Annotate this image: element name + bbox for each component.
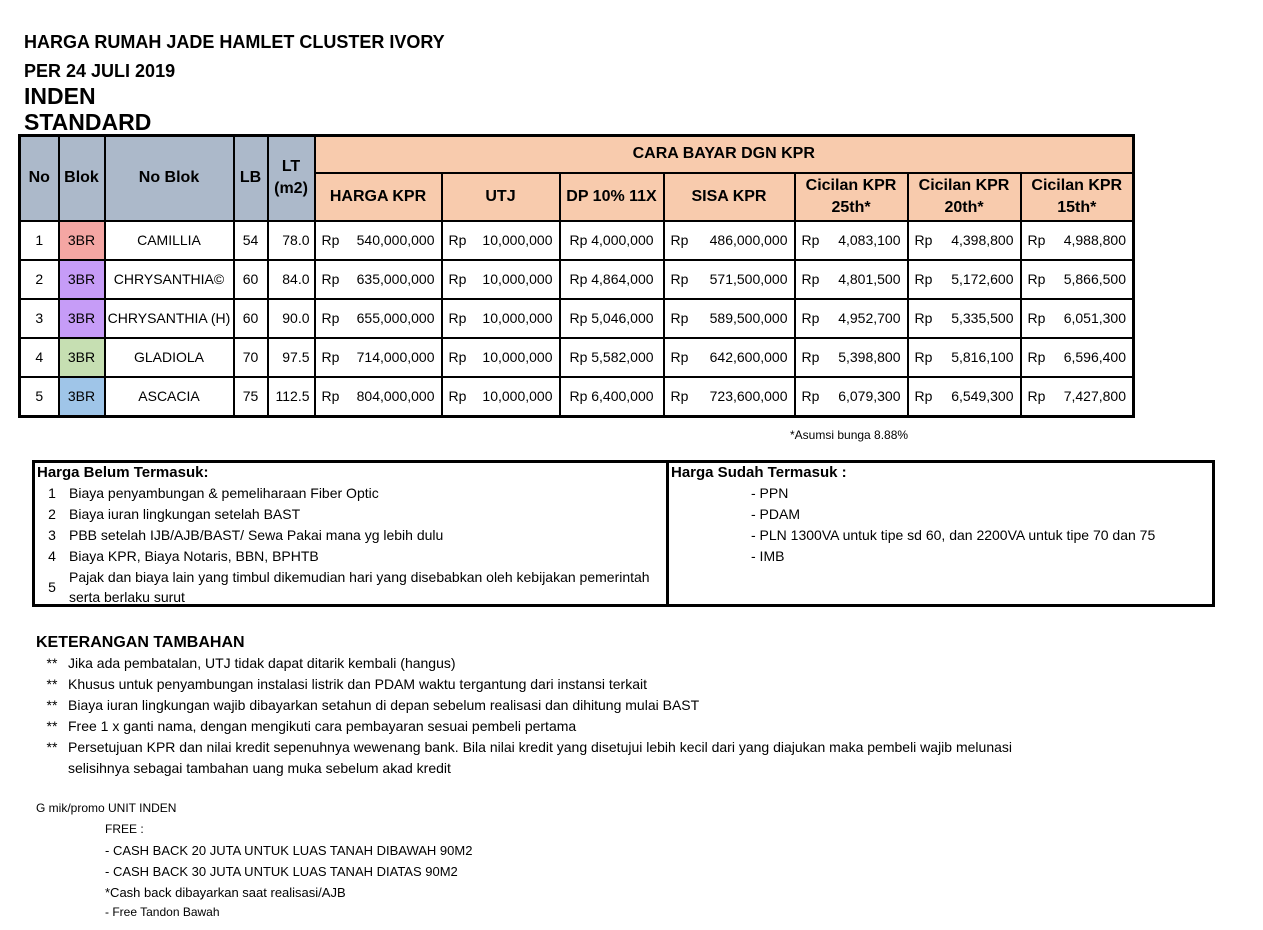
list-item: ** Persetujuan KPR dan nilai kredit sepenuhnya wewenang bank. Bila nilai kredit yang disetujui lebih kecil dari yang diajukan maka pembeli wajib melunasi selisihnya sebagai tambahan uang muka sebelum akad kredit bbox=[46, 739, 1012, 776]
promo-heading: G mik/promo UNIT INDEN bbox=[36, 801, 177, 815]
cell-harga: Rp 540,000,000 bbox=[315, 221, 442, 260]
cell-lt: 90.0 bbox=[268, 299, 315, 338]
promo-line: - CASH BACK 20 JUTA UNTUK LUAS TANAH DIBAWAH 90M2 bbox=[105, 843, 473, 858]
cell-lb: 70 bbox=[234, 338, 268, 377]
list-item: ** Biaya iuran lingkungan wajib dibayarkan setahun di depan sebelum realisasi dan dihitung mulai BAST bbox=[46, 697, 700, 713]
cell-c20: Rp 6,549,300 bbox=[908, 377, 1021, 417]
page-title: HARGA RUMAH JADE HAMLET CLUSTER IVORY bbox=[24, 32, 445, 52]
cell-utj: Rp 10,000,000 bbox=[442, 338, 560, 377]
promo-line: - Free Tandon Bawah bbox=[105, 905, 220, 919]
price-table bbox=[18, 134, 1135, 418]
cell-utj: Rp 10,000,000 bbox=[442, 377, 560, 417]
list-item: - IMB bbox=[751, 548, 785, 564]
included-title: Harga Sudah Termasuk : bbox=[671, 464, 847, 481]
cell-c15: Rp 5,866,500 bbox=[1021, 260, 1134, 299]
cell-c20: Rp 5,816,100 bbox=[908, 338, 1021, 377]
cell-c25: Rp 5,398,800 bbox=[795, 338, 908, 377]
cell-noblok: ASCACIA bbox=[105, 377, 234, 417]
list-item: ** Free 1 x ganti nama, dengan mengikuti cara pembayaran sesuai pembeli pertama bbox=[46, 718, 577, 734]
cell-c15: Rp 6,051,300 bbox=[1021, 299, 1134, 338]
cell-c15: Rp 4,988,800 bbox=[1021, 221, 1134, 260]
cell-c20: Rp 4,398,800 bbox=[908, 221, 1021, 260]
cell-sisa: Rp 723,600,000 bbox=[664, 377, 795, 417]
cell-harga: Rp 655,000,000 bbox=[315, 299, 442, 338]
col-blok-header: Blok bbox=[59, 136, 105, 221]
excluded-box bbox=[32, 460, 669, 607]
list-item: ** Khusus untuk penyambungan instalasi listrik dan PDAM waktu tergantung dari instansi terkait bbox=[46, 676, 647, 692]
table-row bbox=[20, 221, 1134, 260]
cell-c20: Rp 5,172,600 bbox=[908, 260, 1021, 299]
col-no-header: No bbox=[20, 136, 59, 221]
cell-lt: 97.5 bbox=[268, 338, 315, 377]
cell-utj: Rp 10,000,000 bbox=[442, 221, 560, 260]
cell-dp: Rp 5,582,000 bbox=[560, 338, 664, 377]
cell-utj: Rp 10,000,000 bbox=[442, 299, 560, 338]
cell-noblok: CAMILLIA bbox=[105, 221, 234, 260]
cell-utj: Rp 10,000,000 bbox=[442, 260, 560, 299]
table-row bbox=[20, 377, 1134, 417]
table-row bbox=[20, 260, 1134, 299]
cell-blok: 3BR bbox=[59, 377, 105, 417]
cell-noblok: CHRYSANTHIA (H) bbox=[105, 299, 234, 338]
list-item: - PPN bbox=[751, 485, 789, 501]
list-item: 3 PBB setelah IJB/AJB/BAST/ Sewa Pakai mana yg lebih dulu bbox=[48, 527, 444, 543]
cell-lt: 112.5 bbox=[268, 377, 315, 417]
cell-noblok: GLADIOLA bbox=[105, 338, 234, 377]
notes-title: KETERANGAN TAMBAHAN bbox=[36, 634, 245, 651]
cell-no: 5 bbox=[20, 377, 59, 417]
col-c15-header: Cicilan KPR 15th* bbox=[1021, 173, 1134, 221]
cell-c15: Rp 7,427,800 bbox=[1021, 377, 1134, 417]
list-item: 1 Biaya penyambungan & pemeliharaan Fiber Optic bbox=[48, 485, 379, 501]
list-item: - PLN 1300VA untuk tipe sd 60, dan 2200VA untuk tipe 70 dan 75 bbox=[751, 527, 1156, 543]
promo-line: - CASH BACK 30 JUTA UNTUK LUAS TANAH DIATAS 90M2 bbox=[105, 864, 458, 879]
status-label: INDEN bbox=[24, 83, 96, 109]
list-item: - PDAM bbox=[751, 506, 800, 522]
cell-harga: Rp 714,000,000 bbox=[315, 338, 442, 377]
cell-sisa: Rp 589,500,000 bbox=[664, 299, 795, 338]
cell-sisa: Rp 642,600,000 bbox=[664, 338, 795, 377]
col-c20-header: Cicilan KPR 20th* bbox=[908, 173, 1021, 221]
cell-c25: Rp 4,801,500 bbox=[795, 260, 908, 299]
cell-sisa: Rp 571,500,000 bbox=[664, 260, 795, 299]
cell-dp: Rp 4,000,000 bbox=[560, 221, 664, 260]
cell-no: 4 bbox=[20, 338, 59, 377]
cell-c20: Rp 5,335,500 bbox=[908, 299, 1021, 338]
price-date: PER 24 JULI 2019 bbox=[24, 61, 176, 81]
list-item: 5 Pajak dan biaya lain yang timbul dikemudian hari yang disebabkan oleh kebijakan pemerintah serta berlaku surut bbox=[48, 569, 650, 605]
cell-dp: Rp 6,400,000 bbox=[560, 377, 664, 417]
cell-no: 3 bbox=[20, 299, 59, 338]
col-lt-header: LT (m2) bbox=[268, 136, 315, 221]
cell-no: 1 bbox=[20, 221, 59, 260]
included-box bbox=[666, 460, 1215, 607]
cell-lb: 54 bbox=[234, 221, 268, 260]
col-harga-header: HARGA KPR bbox=[315, 173, 442, 221]
cell-lt: 78.0 bbox=[268, 221, 315, 260]
cell-noblok: CHRYSANTHIA© bbox=[105, 260, 234, 299]
cell-harga: Rp 804,000,000 bbox=[315, 377, 442, 417]
table-row bbox=[20, 338, 1134, 377]
cell-lt: 84.0 bbox=[268, 260, 315, 299]
cell-c25: Rp 6,079,300 bbox=[795, 377, 908, 417]
cell-lb: 60 bbox=[234, 260, 268, 299]
cell-sisa: Rp 486,000,000 bbox=[664, 221, 795, 260]
promo-line: *Cash back dibayarkan saat realisasi/AJB bbox=[105, 885, 346, 900]
interest-footnote: *Asumsi bunga 8.88% bbox=[790, 428, 909, 442]
col-sisa-header: SISA KPR bbox=[664, 173, 795, 221]
cell-c15: Rp 6,596,400 bbox=[1021, 338, 1134, 377]
list-item: ** Jika ada pembatalan, UTJ tidak dapat ditarik kembali (hangus) bbox=[46, 655, 456, 671]
cell-lb: 75 bbox=[234, 377, 268, 417]
cell-blok: 3BR bbox=[59, 299, 105, 338]
cell-blok: 3BR bbox=[59, 338, 105, 377]
promo-free-label: FREE : bbox=[105, 822, 144, 836]
col-dp-header: DP 10% 11X bbox=[560, 173, 664, 221]
col-lb-header: LB bbox=[234, 136, 268, 221]
cell-harga: Rp 635,000,000 bbox=[315, 260, 442, 299]
cell-c25: Rp 4,083,100 bbox=[795, 221, 908, 260]
type-label: STANDARD bbox=[24, 109, 152, 135]
table-row bbox=[20, 299, 1134, 338]
cell-blok: 3BR bbox=[59, 260, 105, 299]
cell-dp: Rp 4,864,000 bbox=[560, 260, 664, 299]
col-utj-header: UTJ bbox=[442, 173, 560, 221]
group-header-kpr: CARA BAYAR DGN KPR bbox=[315, 136, 1134, 173]
cell-lb: 60 bbox=[234, 299, 268, 338]
cell-dp: Rp 5,046,000 bbox=[560, 299, 664, 338]
cell-no: 2 bbox=[20, 260, 59, 299]
col-c25-header: Cicilan KPR 25th* bbox=[795, 173, 908, 221]
excluded-title: Harga Belum Termasuk: bbox=[37, 464, 209, 481]
list-item: 2 Biaya iuran lingkungan setelah BAST bbox=[48, 506, 301, 522]
cell-c25: Rp 4,952,700 bbox=[795, 299, 908, 338]
notes-list bbox=[36, 653, 1136, 779]
cell-blok: 3BR bbox=[59, 221, 105, 260]
col-noblok-header: No Blok bbox=[105, 136, 234, 221]
list-item: 4 Biaya KPR, Biaya Notaris, BBN, BPHTB bbox=[48, 548, 319, 564]
